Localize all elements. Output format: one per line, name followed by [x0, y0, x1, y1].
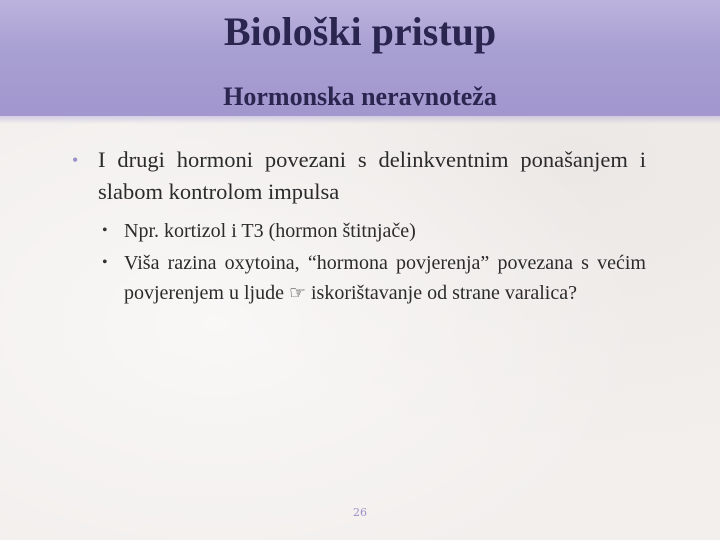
bullet-text: I drugi hormoni povezani s delinkventnim ponašanjem i slabom kontrolom impulsa — [98, 147, 646, 204]
sub-bullet-text-before: Viša razina oxytoina, “hormona povjerenja” povezana s većim povjerenjem u ljude — [124, 252, 646, 304]
bullet-dot-icon: • — [102, 222, 108, 239]
title-banner-shadow — [0, 116, 720, 124]
slide-content — [72, 144, 646, 310]
bullet-dot-icon: • — [102, 254, 108, 271]
sub-bullet-text: Npr. kortizol i T3 (hormon štitnjače) — [124, 220, 416, 242]
pointing-hand-icon: ☞ — [288, 282, 306, 304]
page-number: 26 — [353, 506, 367, 519]
sub-bullet-text-after: iskorištavanje od strane varalica? — [306, 282, 577, 304]
sub-bullet-list — [72, 216, 646, 308]
bullet-level-2 — [98, 248, 646, 308]
slide-title: Biološki pristup — [223, 9, 497, 54]
bullet-dot-icon: • — [72, 150, 79, 170]
bullet-level-1 — [72, 144, 646, 208]
slide-subtitle: Hormonska neravnoteža — [223, 82, 497, 111]
bullet-level-2 — [98, 216, 646, 246]
